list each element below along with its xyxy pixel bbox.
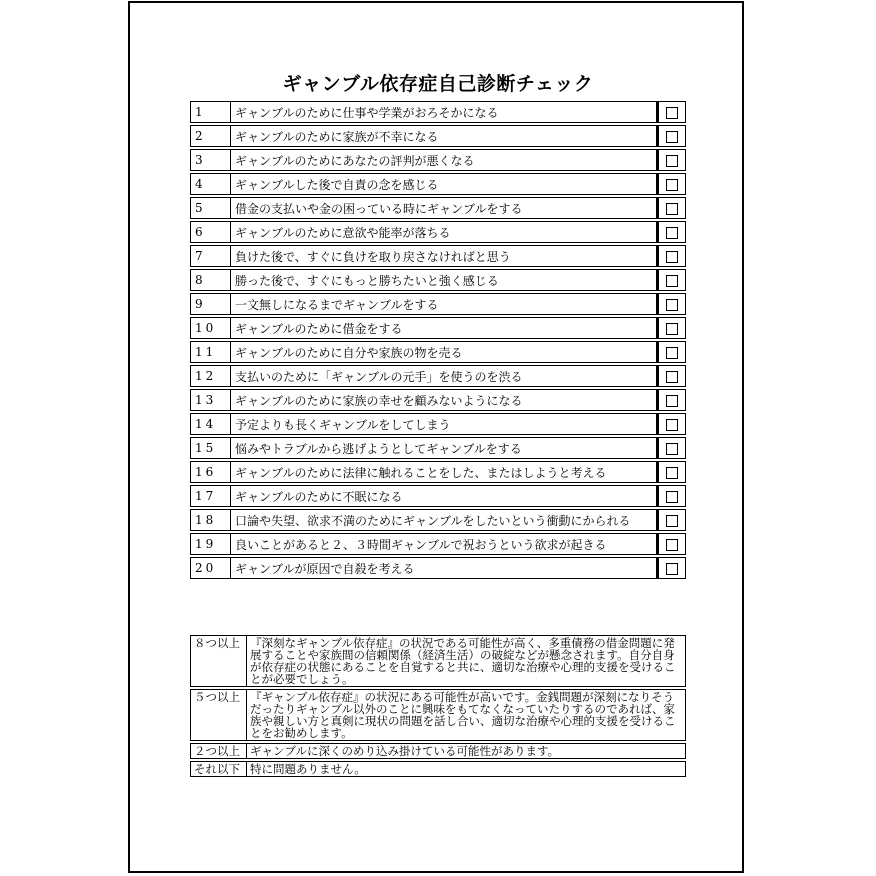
question-checkbox[interactable] xyxy=(657,389,686,411)
checkbox-icon[interactable] xyxy=(666,275,678,287)
question-row xyxy=(190,557,686,579)
question-row xyxy=(190,485,686,507)
question-text: 良いことがあると２、３時間ギャンブルで祝おうという欲求が起きる xyxy=(231,533,657,555)
question-text: ギャンブルのために自分や家族の物を売る xyxy=(231,341,657,363)
question-row xyxy=(190,245,686,267)
question-text: ギャンブルのために家族が不幸になる xyxy=(231,125,657,147)
checkbox-icon[interactable] xyxy=(666,179,678,191)
result-row xyxy=(190,689,686,741)
result-level: ２つ以上 xyxy=(190,743,247,759)
question-number: 17 xyxy=(190,485,231,507)
result-level: ８つ以上 xyxy=(190,635,247,687)
question-row xyxy=(190,149,686,171)
question-row xyxy=(190,221,686,243)
checkbox-icon[interactable] xyxy=(666,107,678,119)
document-page xyxy=(128,1,744,873)
question-checkbox[interactable] xyxy=(657,197,686,219)
page-title: ギャンブル依存症自己診断チェック xyxy=(282,73,594,95)
result-table xyxy=(190,633,686,779)
checkbox-icon[interactable] xyxy=(666,395,678,407)
checkbox-icon[interactable] xyxy=(666,203,678,215)
question-number: 8 xyxy=(190,269,231,291)
question-text: 口論や失望、欲求不満のためにギャンブルをしたいという衝動にかられる xyxy=(231,509,657,531)
result-row xyxy=(190,761,686,777)
question-checkbox[interactable] xyxy=(657,173,686,195)
question-number: 7 xyxy=(190,245,231,267)
checkbox-icon[interactable] xyxy=(666,563,678,575)
question-number: 4 xyxy=(190,173,231,195)
question-checkbox[interactable] xyxy=(657,437,686,459)
question-number: 19 xyxy=(190,533,231,555)
checkbox-icon[interactable] xyxy=(666,131,678,143)
question-checkbox[interactable] xyxy=(657,461,686,483)
question-number: 10 xyxy=(190,317,231,339)
question-number: 2 xyxy=(190,125,231,147)
checkbox-icon[interactable] xyxy=(666,371,678,383)
checkbox-icon[interactable] xyxy=(666,299,678,311)
question-checkbox[interactable] xyxy=(657,125,686,147)
question-text: 勝った後で、すぐにもっと勝ちたいと強く感じる xyxy=(231,269,657,291)
result-description: 『深刻なギャンブル依存症』の状況である可能性が高く、多重債務の借金問題に発展することや家族間の信頼関係（経済生活）の破綻などが懸念されます。自分自身が依存症の状態にあることを自覚すると共に、適切な治療や心理的支援を受けることが必要でしょう。 xyxy=(247,635,686,687)
checkbox-icon[interactable] xyxy=(666,347,678,359)
question-checkbox[interactable] xyxy=(657,557,686,579)
question-row xyxy=(190,509,686,531)
question-number: 16 xyxy=(190,461,231,483)
checkbox-icon[interactable] xyxy=(666,251,678,263)
question-text: ギャンブルのために家族の幸せを顧みないようになる xyxy=(231,389,657,411)
question-checkbox[interactable] xyxy=(657,413,686,435)
question-checkbox[interactable] xyxy=(657,293,686,315)
question-text: ギャンブルした後で自責の念を感じる xyxy=(231,173,657,195)
checkbox-icon[interactable] xyxy=(666,155,678,167)
question-number: 12 xyxy=(190,365,231,387)
result-description: 特に問題ありません。 xyxy=(247,761,686,777)
question-text: ギャンブルのために意欲や能率が落ちる xyxy=(231,221,657,243)
result-row xyxy=(190,743,686,759)
question-checkbox[interactable] xyxy=(657,101,686,123)
checkbox-icon[interactable] xyxy=(666,419,678,431)
question-number: 15 xyxy=(190,437,231,459)
question-checkbox[interactable] xyxy=(657,533,686,555)
question-text: ギャンブルのために法律に触れることをした、またはしようと考える xyxy=(231,461,657,483)
question-row xyxy=(190,293,686,315)
question-row xyxy=(190,125,686,147)
checkbox-icon[interactable] xyxy=(666,491,678,503)
question-text: ギャンブルのためにあなたの評判が悪くなる xyxy=(231,149,657,171)
question-row xyxy=(190,173,686,195)
question-number: 13 xyxy=(190,389,231,411)
question-number: 9 xyxy=(190,293,231,315)
result-description: ギャンブルに深くのめり込み掛けている可能性があります。 xyxy=(247,743,686,759)
question-row xyxy=(190,341,686,363)
question-text: 負けた後で、すぐに負けを取り戻さなければと思う xyxy=(231,245,657,267)
question-number: 14 xyxy=(190,413,231,435)
question-checkbox[interactable] xyxy=(657,485,686,507)
checkbox-icon[interactable] xyxy=(666,443,678,455)
question-row xyxy=(190,437,686,459)
question-number: 5 xyxy=(190,197,231,219)
question-text: ギャンブルのために仕事や学業がおろそかになる xyxy=(231,101,657,123)
result-row xyxy=(190,635,686,687)
question-text: 支払いのために「ギャンブルの元手」を使うのを渋る xyxy=(231,365,657,387)
question-checkbox[interactable] xyxy=(657,509,686,531)
question-number: 18 xyxy=(190,509,231,531)
question-row xyxy=(190,365,686,387)
question-checkbox[interactable] xyxy=(657,341,686,363)
question-row xyxy=(190,413,686,435)
checkbox-icon[interactable] xyxy=(666,323,678,335)
question-checkbox[interactable] xyxy=(657,269,686,291)
question-checkbox[interactable] xyxy=(657,365,686,387)
result-description: 『ギャンブル依存症』の状況にある可能性が高いです。金銭問題が深刻になりそうだったりギャンブル以外のことに興味をもてなくなっていたりするのであれば、家族や親しい方と真剣に現状の問題を話し合い、適切な治療や心理的支援を受けることをお勧めします。 xyxy=(247,689,686,741)
question-number: 6 xyxy=(190,221,231,243)
question-text: 一文無しになるまでギャンブルをする xyxy=(231,293,657,315)
result-level: それ以下 xyxy=(190,761,247,777)
checkbox-icon[interactable] xyxy=(666,227,678,239)
checkbox-icon[interactable] xyxy=(666,539,678,551)
question-text: 悩みやトラブルから逃げようとしてギャンブルをする xyxy=(231,437,657,459)
question-number: 20 xyxy=(190,557,231,579)
question-row xyxy=(190,461,686,483)
question-text: 借金の支払いや金の困っている時にギャンブルをする xyxy=(231,197,657,219)
question-text: ギャンブルのために借金をする xyxy=(231,317,657,339)
checkbox-icon[interactable] xyxy=(666,515,678,527)
question-checkbox[interactable] xyxy=(657,149,686,171)
question-text: 予定よりも長くギャンブルをしてしまう xyxy=(231,413,657,435)
question-row xyxy=(190,197,686,219)
checklist-table xyxy=(190,99,686,581)
question-row xyxy=(190,533,686,555)
question-row xyxy=(190,317,686,339)
question-checkbox[interactable] xyxy=(657,317,686,339)
question-text: ギャンブルのために不眠になる xyxy=(231,485,657,507)
checkbox-icon[interactable] xyxy=(666,467,678,479)
question-text: ギャンブルが原因で自殺を考える xyxy=(231,557,657,579)
result-level: ５つ以上 xyxy=(190,689,247,741)
question-checkbox[interactable] xyxy=(657,221,686,243)
question-number: 11 xyxy=(190,341,231,363)
question-row xyxy=(190,101,686,123)
question-checkbox[interactable] xyxy=(657,245,686,267)
question-row xyxy=(190,269,686,291)
question-row xyxy=(190,389,686,411)
question-number: 3 xyxy=(190,149,231,171)
question-number: 1 xyxy=(190,101,231,123)
